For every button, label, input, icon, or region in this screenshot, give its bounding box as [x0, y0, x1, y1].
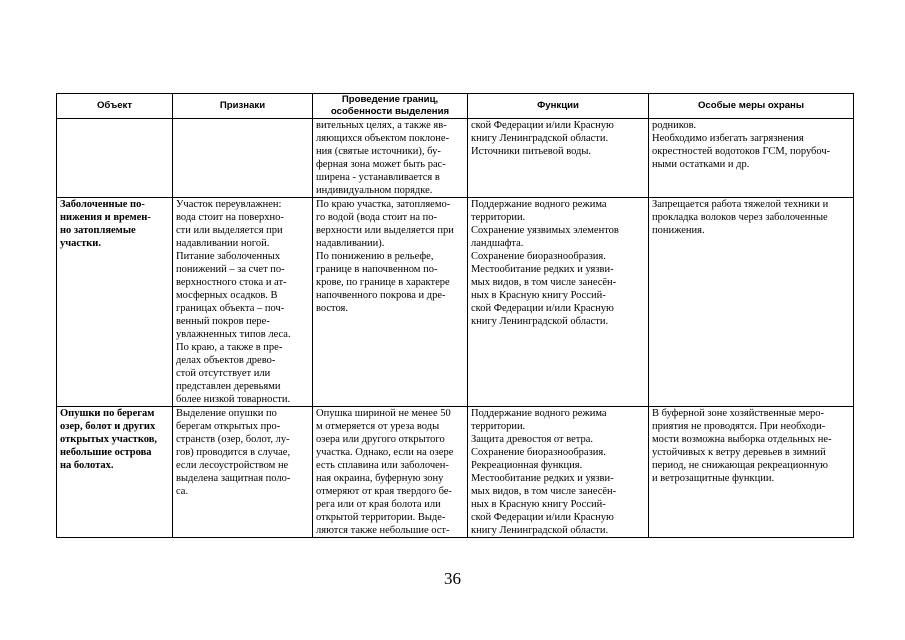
cell-text-line: берегам открытых про- [176, 421, 281, 432]
cell-text-line: нижения и времен- [60, 212, 151, 223]
cell-text-line: Поддержание водного режима [471, 408, 607, 419]
cell-text-line: надавливании). [316, 238, 385, 249]
cell-text-line: Заболоченные по- [60, 199, 145, 210]
cell-text-line: ской Федерации и/или Красную [471, 120, 614, 131]
object-cell [57, 407, 173, 538]
cell-text-line: Защита древостоя от ветра. [471, 434, 594, 445]
cell-text-line: индивидуальном порядке. [316, 185, 433, 196]
table-body [57, 119, 854, 538]
cell-text-line: Опушка шириной не менее 50 [316, 408, 451, 419]
cell-text-line: ная окраина, буферную зону [316, 473, 444, 484]
cell-text-line: ляющихся объектом поклоне- [316, 133, 450, 144]
table-row [57, 119, 854, 198]
page-number: 36 [444, 569, 461, 588]
header-functions: Функции [468, 94, 649, 119]
cell-text-line: Поддержание водного режима [471, 199, 607, 210]
object-cell [57, 119, 173, 198]
cell-text-line: По краю участка, затопляемо- [316, 199, 451, 210]
cell-text-line: отмеряют от края твердого бе- [316, 486, 452, 497]
cell-text-line: границах объекта – поч- [176, 303, 285, 314]
cell-text-line: территории. [471, 212, 526, 223]
cell-text-line: книгу Ленинградской области. [471, 133, 609, 144]
cell-text-line: книгу Ленинградской области. [471, 525, 609, 536]
cell-text-line: ния (святые источники), бу- [316, 146, 441, 157]
cell-text-line: ферная зона может быть рас- [316, 159, 446, 170]
cell-text-line: востоя. [316, 303, 349, 314]
cell-text-line: участка. Однако, если на озере [316, 447, 454, 458]
cell-text-line: небольшие острова [60, 447, 152, 458]
cell-text-line: м отмеряется от уреза воды [316, 421, 440, 432]
cell-text-line: Местообитание редких и уязви- [471, 264, 614, 275]
cell-text-line: Источники питьевой воды. [471, 146, 592, 157]
table-header-row [57, 94, 854, 119]
cell-text-line: Запрещается работа тяжелой техники и [652, 199, 829, 210]
cell-text-line: По понижению в рельефе, [316, 251, 434, 262]
cell-text-line: участки. [60, 238, 101, 249]
cell-text-line: открытых участков, [60, 434, 158, 445]
cell-text-line: рега или от края болота или [316, 499, 441, 510]
cell-text-line: прокладка волоков через заболоченные [652, 212, 828, 223]
cell-text-line: надавливании ногой. [176, 238, 270, 249]
cell-text-line: мосферных осадков. В [176, 290, 278, 301]
cell-text-line: стой отсутствует или [176, 368, 271, 379]
measures-cell [649, 198, 854, 407]
header-features: Признаки [173, 94, 313, 119]
cell-text-line: окрестностей водотоков ГСМ, порубоч- [652, 146, 831, 157]
cell-text-line: верхности или выделяется при [316, 225, 454, 236]
cell-text-line: ландшафта. [471, 238, 524, 249]
cell-text-line: Питание заболоченных [176, 251, 281, 262]
cell-text-line: ширена - устанавливается в [316, 172, 440, 183]
cell-text-line: Необходимо избегать загрязнения [652, 133, 804, 144]
cell-text-line: понижения. [652, 225, 705, 236]
cell-text-line: напочвенного покрова и дре- [316, 290, 446, 301]
table-row [57, 407, 854, 538]
cell-text-line: увлажненных типов леса. [176, 329, 291, 340]
cell-text-line: Рекреационная функция. [471, 460, 583, 471]
cell-text-line: Местообитание редких и уязви- [471, 473, 614, 484]
cell-text-line: но затопляемые [60, 225, 136, 236]
cell-text-line: границе в напочвенном по- [316, 264, 438, 275]
cell-text-line: По краю, а также в пре- [176, 342, 283, 353]
cell-text-line: озер, болот и других [60, 421, 156, 432]
functions-cell [468, 198, 649, 407]
cell-text-line: устойчивых к ветру деревьев в зимний [652, 447, 826, 458]
cell-text-line: Сохранение биоразнообразия. [471, 251, 606, 262]
cell-text-line: мости возможна выборка отдельных не- [652, 434, 832, 445]
cell-text-line: книгу Ленинградской области. [471, 316, 609, 327]
table-row [57, 198, 854, 407]
cell-text-line: Участок переувлажнен: [176, 199, 282, 210]
boundaries-cell [313, 119, 468, 198]
cell-text-line: гов) проводится в случае, [176, 447, 291, 458]
cell-text-line: крове, по границе в характере [316, 277, 450, 288]
cell-text-line: мых видов, в том числе занесён- [471, 486, 617, 497]
cell-text-line: и ветрозащитные функции. [652, 473, 775, 484]
features-cell [173, 407, 313, 538]
cell-text-line: родников. [652, 120, 697, 131]
header-measures: Особые меры охраны [649, 94, 854, 119]
features-cell [173, 198, 313, 407]
header-object: Объект [57, 94, 173, 119]
cell-text-line: мых видов, в том числе занесён- [471, 277, 617, 288]
header-boundaries: Проведение границ, особенности выделения [313, 94, 468, 119]
cell-text-line: вительных целях, а также яв- [316, 120, 447, 131]
functions-cell [468, 119, 649, 198]
cell-text-line: делах объектов древо- [176, 355, 276, 366]
functions-cell [468, 407, 649, 538]
cell-text-line: странств (озер, болот, лу- [176, 434, 290, 445]
cell-text-line: са. [176, 486, 189, 497]
cell-text-line: на болотах. [60, 460, 114, 471]
cell-text-line: ляются также небольшие ост- [316, 525, 450, 536]
boundaries-cell [313, 198, 468, 407]
cell-text-line: озера или другого открытого [316, 434, 445, 445]
cell-text-line: Сохранение уязвимых элементов [471, 225, 619, 236]
cell-text-line: ных в Красную книгу Россий- [471, 499, 606, 510]
cell-text-line: ской Федерации и/или Красную [471, 512, 614, 523]
cell-text-line: Сохранение биоразнообразия. [471, 447, 606, 458]
cell-text-line: верхностного стока и ат- [176, 277, 287, 288]
cell-text-line: В буферной зоне хозяйственные меро- [652, 408, 825, 419]
cell-text-line: ными остатками и др. [652, 159, 750, 170]
cell-text-line: венный покров пере- [176, 316, 270, 327]
cell-text-line: выделена защитная поло- [176, 473, 291, 484]
object-cell [57, 198, 173, 407]
measures-cell [649, 119, 854, 198]
cell-text-line: ных в Красную книгу Россий- [471, 290, 606, 301]
cell-text-line: приятия не проводятся. При необходи- [652, 421, 826, 432]
cell-text-line: Опушки по берегам [60, 408, 155, 419]
cell-text-line: Выделение опушки по [176, 408, 277, 419]
cell-text-line: территории. [471, 421, 526, 432]
cell-text-line: вода стоит на поверхно- [176, 212, 284, 223]
features-cell [173, 119, 313, 198]
cell-text-line: ской Федерации и/или Красную [471, 303, 614, 314]
cell-text-line: если лесоустройством не [176, 460, 289, 471]
cell-text-line: открытой территории. Выде- [316, 512, 446, 523]
measures-cell [649, 407, 854, 538]
boundaries-cell [313, 407, 468, 538]
cell-text-line: понижений – за счет по- [176, 264, 285, 275]
cell-text-line: сти или выделяется при [176, 225, 283, 236]
cell-text-line: более низкой товарности. [176, 394, 291, 405]
document-table [56, 93, 854, 538]
cell-text-line: го водой (вода стоит на по- [316, 212, 438, 223]
cell-text-line: представлен деревьями [176, 381, 281, 392]
cell-text-line: есть сплавина или заболочен- [316, 460, 449, 471]
cell-text-line: период, не снижающая рекреационную [652, 460, 828, 471]
